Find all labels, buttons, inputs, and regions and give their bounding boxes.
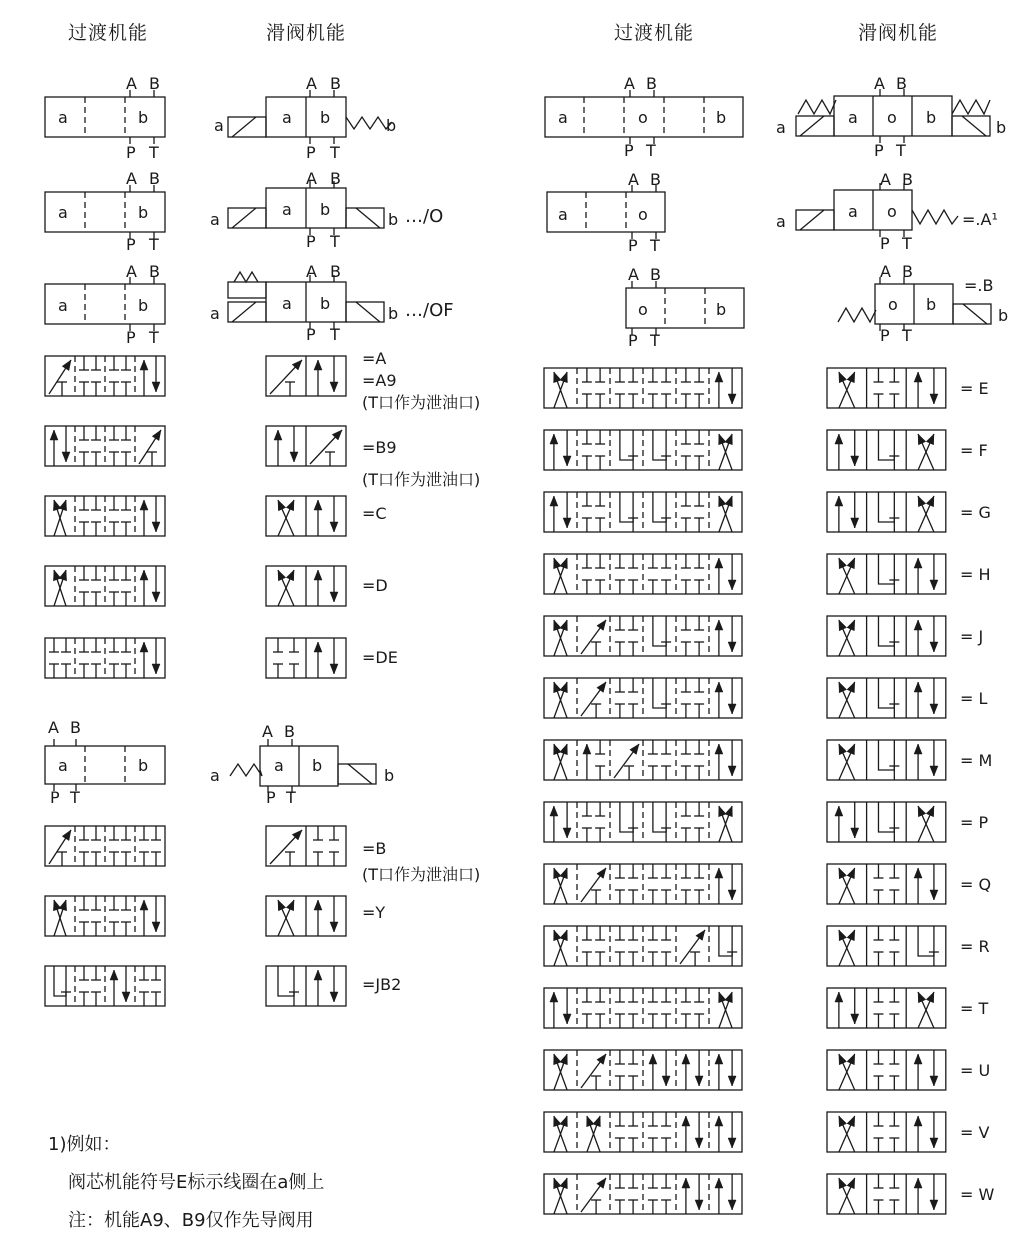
position-label-a: a (558, 108, 568, 127)
code-Q: = Q (960, 875, 992, 894)
code-H: = H (960, 565, 991, 584)
spool-function-symbol-r1 (827, 368, 946, 408)
suffix-A1: =.A¹ (962, 210, 998, 229)
port-label-B: B (284, 722, 295, 741)
port-label-B: B (902, 262, 913, 281)
transition-function-symbol-r4 (544, 554, 742, 594)
code-J: = J (960, 627, 984, 646)
port-label-P: P (874, 141, 884, 160)
position-label-b: b (138, 108, 149, 127)
port-label-T: T (330, 232, 340, 251)
port-label-A: A (262, 722, 273, 741)
port-label-T: T (896, 141, 906, 160)
port-label-T: T (646, 141, 656, 160)
position-label-a: a (58, 108, 68, 127)
port-label-A: A (306, 74, 317, 93)
position-label-b: b (716, 300, 727, 319)
code-JB2: =JB2 (362, 975, 402, 994)
port-label-P: P (50, 788, 60, 807)
port-label-B: B (330, 262, 341, 281)
port-label-B: B (650, 265, 661, 284)
port-label-A: A (306, 262, 317, 281)
port-label-A: A (880, 262, 891, 281)
code-U: = U (960, 1061, 991, 1080)
port-label-A: A (874, 74, 885, 93)
position-label-b: b (138, 756, 149, 775)
port-label-B: B (149, 262, 160, 281)
transition-function-symbol-r14 (544, 1174, 742, 1214)
port-label-T: T (902, 326, 912, 345)
suffix-O: …/O (405, 206, 444, 227)
position-label-b: b (320, 294, 331, 313)
port-label-T: T (330, 143, 340, 162)
spool-function-symbol-r10 (827, 926, 946, 966)
port-label-B: B (70, 718, 81, 737)
transition-function-symbol-r2 (544, 430, 742, 470)
port-label-A: A (880, 170, 891, 189)
code-line: =B (362, 839, 387, 858)
code-G: = G (960, 503, 991, 522)
port-label-T: T (70, 788, 80, 807)
code-note: (T口作为泄油口) (362, 865, 481, 884)
code-D: =D (362, 576, 388, 595)
port-label-P: P (126, 235, 136, 254)
spool-function-symbol-r5 (827, 616, 946, 656)
code-W: = W (960, 1185, 995, 1204)
position-label-a: a (58, 203, 68, 222)
port-label-P: P (628, 236, 638, 255)
port-label-B: B (650, 170, 661, 189)
position-label-o: o (638, 300, 648, 319)
position-label-a: a (848, 108, 858, 127)
port-label-T: T (650, 331, 660, 350)
code-V: = V (960, 1123, 990, 1142)
port-label-P: P (266, 788, 276, 807)
transition-function-symbol-r5 (544, 616, 742, 656)
heading-transition-left: 过渡机能 (68, 22, 149, 44)
port-label-A: A (126, 169, 137, 188)
spool-function-symbol-r3 (827, 492, 946, 532)
code-Y: =Y (362, 903, 386, 922)
port-label-B: B (902, 170, 913, 189)
port-label-B: B (149, 169, 160, 188)
spool-function-symbol-r6 (827, 678, 946, 718)
position-label-a: a (282, 200, 292, 219)
position-label-b: b (388, 304, 399, 323)
position-label-b: b (926, 108, 937, 127)
position-label-b: b (138, 203, 149, 222)
position-label-a: a (848, 202, 858, 221)
spool-function-symbol-r4 (827, 554, 946, 594)
position-label-b: b (386, 116, 397, 135)
code-L: = L (960, 689, 988, 708)
code-M: = M (960, 751, 993, 770)
position-label-a: a (210, 304, 220, 323)
position-label-b: b (320, 108, 331, 127)
suffix-B: =.B (964, 276, 994, 295)
code-P: = P (960, 813, 989, 832)
port-label-P: P (624, 141, 634, 160)
spool-function-symbol-r2 (827, 430, 946, 470)
port-label-T: T (149, 235, 159, 254)
port-label-T: T (149, 328, 159, 347)
heading-spool-right: 滑阀机能 (858, 22, 939, 44)
port-label-B: B (149, 74, 160, 93)
port-label-B: B (330, 169, 341, 188)
spool-function-symbol-r12 (827, 1050, 946, 1090)
transition-function-symbol-r9 (544, 864, 742, 904)
port-label-P: P (306, 143, 316, 162)
transition-function-symbol-r12 (544, 1050, 742, 1090)
position-label-o: o (638, 205, 648, 224)
port-label-P: P (306, 325, 316, 344)
transition-function-symbol-r3 (544, 492, 742, 532)
footnote-title: 1)例如： (48, 1134, 121, 1155)
position-label-b: b (384, 766, 395, 785)
position-label-b: b (312, 756, 323, 775)
port-label-T: T (902, 234, 912, 253)
code-note: (T口作为泄油口) (362, 393, 481, 412)
code-line: =A9 (362, 371, 397, 390)
suffix-OF: …/OF (405, 300, 454, 321)
port-label-A: A (624, 74, 635, 93)
port-label-P: P (880, 326, 890, 345)
position-label-a: a (776, 118, 786, 137)
position-label-b: b (926, 295, 937, 314)
code-E: = E (960, 379, 989, 398)
port-label-B: B (330, 74, 341, 93)
spool-function-symbol-r14 (827, 1174, 946, 1214)
heading-transition-right: 过渡机能 (614, 22, 695, 44)
position-label-a: a (210, 210, 220, 229)
footnote-note: 注：机能A9、B9仅作先导阀用 (68, 1210, 314, 1231)
position-label-o: o (888, 295, 898, 314)
code-F: = F (960, 441, 988, 460)
spool-function-symbol-r7 (827, 740, 946, 780)
position-label-b: b (716, 108, 727, 127)
position-label-b: b (998, 306, 1009, 325)
transition-function-symbol-r11 (544, 988, 742, 1028)
position-label-a: a (58, 756, 68, 775)
port-label-A: A (48, 718, 59, 737)
port-label-T: T (650, 236, 660, 255)
spool-function-symbol-r11 (827, 988, 946, 1028)
position-label-a: a (776, 212, 786, 231)
port-label-P: P (126, 328, 136, 347)
position-label-a: a (214, 116, 224, 135)
position-label-b: b (138, 296, 149, 315)
transition-function-symbol-r13 (544, 1112, 742, 1152)
spool-function-symbol-r9 (827, 864, 946, 904)
transition-function-symbol-r10 (544, 926, 742, 966)
position-label-a: a (210, 766, 220, 785)
spool-function-symbol-r8 (827, 802, 946, 842)
heading-spool-left: 滑阀机能 (266, 22, 347, 44)
position-label-a: a (274, 756, 284, 775)
port-label-P: P (880, 234, 890, 253)
port-label-B: B (896, 74, 907, 93)
port-label-P: P (126, 143, 136, 162)
port-label-T: T (149, 143, 159, 162)
code-R: = R (960, 937, 990, 956)
port-label-A: A (306, 169, 317, 188)
port-label-A: A (628, 170, 639, 189)
port-label-P: P (628, 331, 638, 350)
port-label-A: A (126, 74, 137, 93)
port-label-T: T (330, 325, 340, 344)
footnote-example: 阀芯机能符号E标示线圈在a侧上 (68, 1172, 325, 1193)
code-T: = T (960, 999, 989, 1018)
position-label-o: o (638, 108, 648, 127)
position-label-a: a (282, 108, 292, 127)
transition-function-symbol-r7 (544, 740, 742, 780)
transition-function-symbol-r1 (544, 368, 742, 408)
position-label-a: a (558, 205, 568, 224)
port-label-A: A (628, 265, 639, 284)
position-label-a: a (282, 294, 292, 313)
code-line: =B9 (362, 438, 397, 457)
port-label-T: T (286, 788, 296, 807)
code-C: =C (362, 504, 387, 523)
code-line: =A (362, 349, 387, 368)
position-label-o: o (887, 108, 897, 127)
transition-function-symbol-r6 (544, 678, 742, 718)
position-label-a: a (58, 296, 68, 315)
port-label-A: A (126, 262, 137, 281)
position-label-b: b (388, 210, 399, 229)
position-label-b: b (320, 200, 331, 219)
position-label-b: b (996, 118, 1007, 137)
port-label-P: P (306, 232, 316, 251)
position-label-o: o (887, 202, 897, 221)
port-label-B: B (646, 74, 657, 93)
transition-function-symbol-r8 (544, 802, 742, 842)
code-note: (T口作为泄油口) (362, 470, 481, 489)
spool-function-symbol-r13 (827, 1112, 946, 1152)
code-DE: =DE (362, 648, 398, 667)
